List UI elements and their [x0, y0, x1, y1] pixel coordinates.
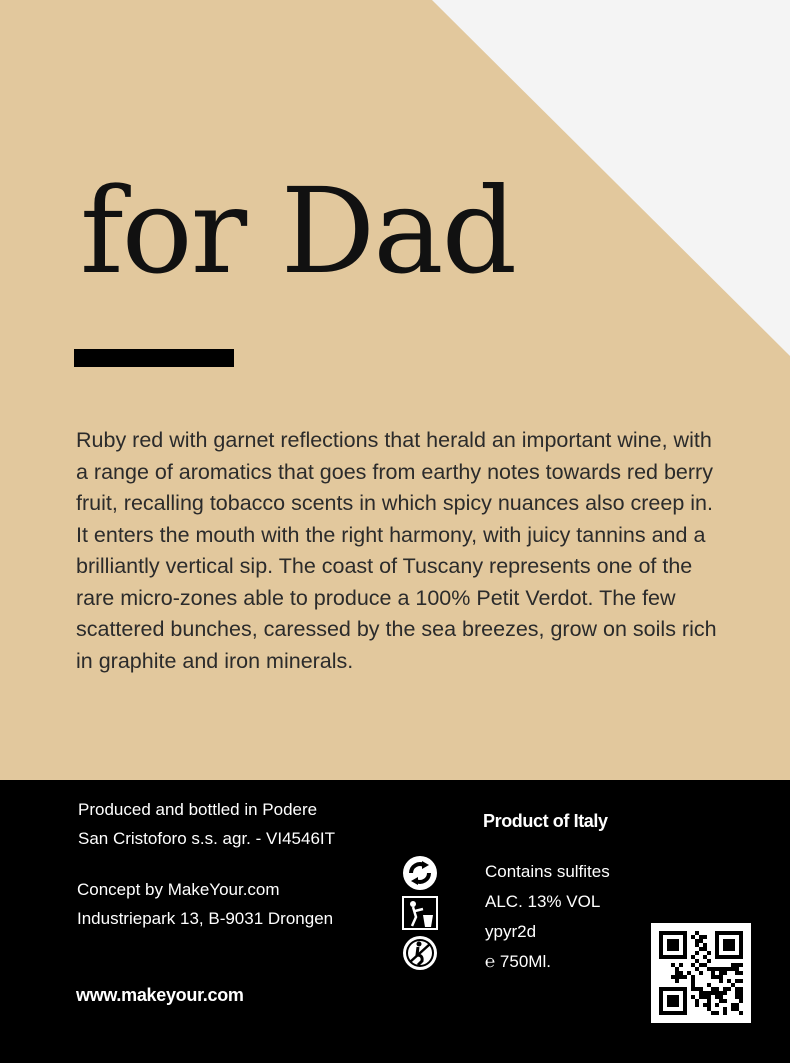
tidyman-bin-icon — [401, 895, 439, 931]
green-dot-recycling-icon — [401, 855, 439, 891]
concept-text: Concept by MakeYour.com Industriepark 13, B-9031 Drongen — [77, 880, 334, 928]
label-title: for Dad — [80, 162, 516, 300]
pregnancy-warning-icon — [401, 935, 439, 971]
wine-details-list — [485, 857, 610, 977]
title-underline — [74, 349, 234, 367]
volume-text: ℮ 750Ml. — [485, 952, 551, 971]
producer-text: Produced and bottled in Podere San Cristoforo s.s. agr. - VI4546IT — [78, 800, 336, 848]
lot-code-text: ypyr2d — [485, 922, 537, 941]
symbol-icons — [401, 855, 439, 975]
label-footer — [0, 780, 790, 1063]
sulfites-text: Contains sulfites — [485, 862, 610, 881]
alcohol-text: ALC. 13% VOL — [485, 892, 601, 911]
website-text: www.makeyour.com — [76, 985, 244, 1005]
qr-code — [651, 923, 751, 1023]
wine-description: Ruby red with garnet reflections that herald an important wine, with a range of aromatics that goes from earthy notes towards red berry fruit, recalling tobacco scents in which spicy nuances also creep in. It enters the mouth with the right harmony, with juicy tannins and a brilliantly vertical sip. The coast of Tuscany represents one of the rare micro-zones able to produce a 100% Petit Verdot. The few scattered bunches, caressed by the sea breezes, grow on soils rich in graphite and iron minerals. — [76, 428, 717, 673]
origin-text: Product of Italy — [483, 811, 608, 831]
